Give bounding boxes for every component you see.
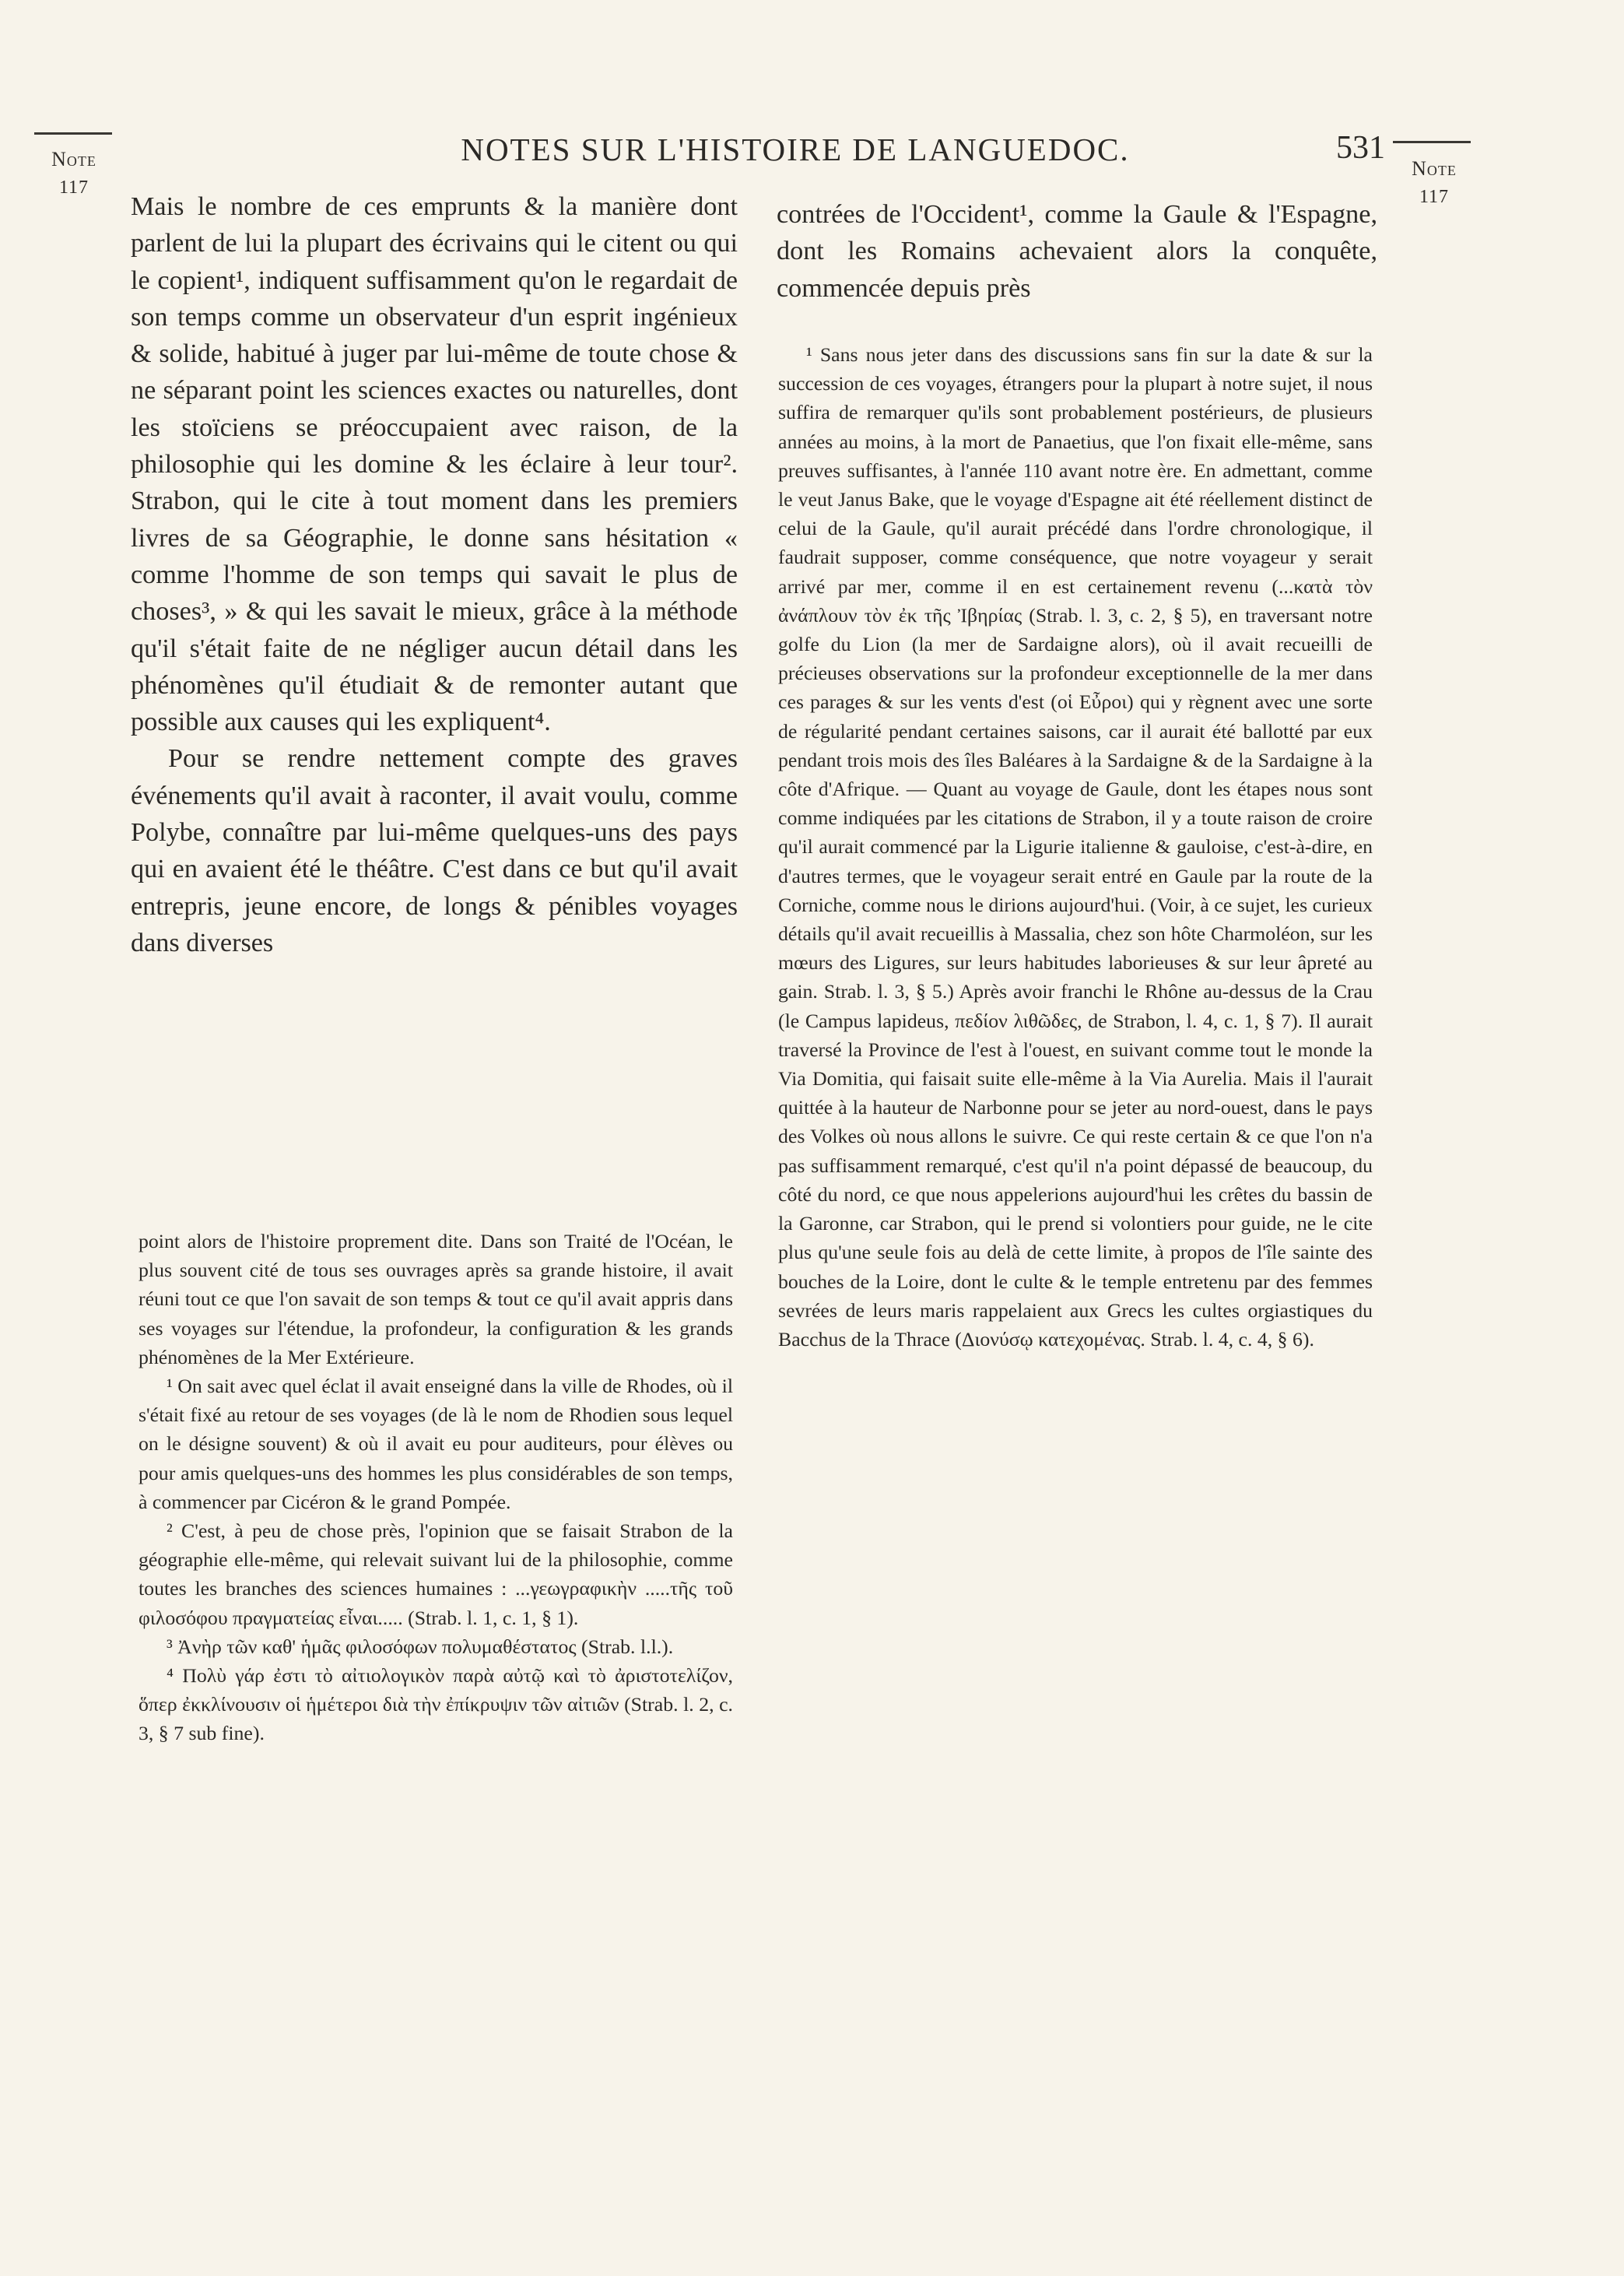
margin-note-number: 117 [1419,187,1450,207]
header-rule-right [1393,141,1471,143]
footnote: ⁴ Πολὺ γάρ ἐστι τὸ αἰτιολογικὸν παρὰ αὐτῷ καὶ τὸ ἀριστοτελίζον, ὅπερ ἐκκλίνουσιν οἱ ἡμέτεροι διὰ τὴν ἐπίκρυψιν τῶν αἰτιῶν (Strab. l. 2, c. 3, § 7 sub fine). [139,1664,733,1745]
margin-note-right [1391,157,1477,208]
header-rule-left [34,132,112,135]
main-paragraph: Pour se rendre nettement compte des graves événements qu'il avait à raconter, il avait voulu, comme Polybe, connaître par lui-même quelques-uns des pays qui en avaient été le théâtre. C'est dans ce but qu'il avait entrepris, jeune encore, de longs & pénibles voyages dans diverses [131,744,738,957]
running-header-title: NOTES SUR L'HISTOIRE DE LANGUEDOC. [461,132,1130,167]
margin-note-left [31,148,117,198]
margin-note-label: Note [1412,157,1457,180]
margin-note-label: Note [51,148,96,170]
footnote: ³ Ἀνὴρ τῶν καθ' ἡμᾶς φιλοσόφων πολυμαθέστατος (Strab. l.l.). [167,1635,674,1658]
footnotes-right [778,340,1373,1354]
footnote-continuation: point alors de l'histoire proprement dite. Dans son Traité de l'Océan, le plus souvent cité de tous ses ouvrages après sa grande histoire, il avait réuni tout ce que l'on savait de son temps & tout ce qu'il avait appris dans ses voyages sur l'étendue, la profondeur, la configuration & les grands phénomènes de la Mer Extérieure. [139,1230,733,1368]
main-paragraph: contrées de l'Occident¹, comme la Gaule & l'Espagne, dont les Romains achevaient alors la conquête, commencée depuis près [777,200,1377,303]
page-number: 531 [1336,130,1385,166]
footnotes-left [139,1227,733,1748]
footnote: ¹ Sans nous jeter dans des discussions sans fin sur la date & sur la succession de ces voyages, étrangers pour la plupart à notre sujet, il nous suffira de remarquer qu'ils sont probablement postérieurs, de plusieurs années au moins, à la mort de Panaetius, que l'on fixait elle-même, sans preuves suffisantes, à l'année 110 avant notre ère. En admettant, comme le veut Janus Bake, que le voyage d'Espagne ait été réellement distinct de celui de la Gaule, qu'il aurait précédé dans l'ordre chronologique, il faudrait supposer, comme conséquence, que notre voyageur y serait arrivé par mer, comme il en est certainement revenu (...κατὰ τὸν ἀνάπλουν τὸν ἐκ τῆς Ἰβηρίας (Strab. l. 3, c. 2, § 5), en traversant notre golfe du Lion (la mer de Sardaigne alors), où il avait recueilli de précieuses observations sur la profondeur exceptionnelle de la mer dans ces parages & sur les vents d'est (οἱ Εὖροι) qui y règnent avec une sorte de régularité pendant certaines saisons, car il aurait été ballotté par eux pendant trois mois des îles Baléares à la Sardaigne & de la Sardaigne à la côte d'Afrique. — Quant au voyage de Gaule, dont les étapes nous sont comme indiquées par les citations de Strabon, il y a toute raison de croire qu'il aurait commencé par la Ligurie italienne & gauloise, c'est-à-dire, en d'autres termes, que le voyageur serait entré en Gaule par la route de la Corniche, comme nous le dirions aujourd'hui. (Voir, à ce sujet, les curieux détails qu'il avait recueillis à Massalia, chez son hôte Charmoléon, sur les mœurs des Ligures, sur leurs habitudes laborieuses & sur leur âpreté au gain. Strab. l. 3, § 5.) Après avoir franchi le Rhône au-dessus de la Crau (le Campus lapideus, πεδίον λιθῶδες, de Strabon, l. 4, c. 1, § 7). Il aurait traversé la Province de l'est à l'ouest, en suivant comme tout le monde la Via Domitia, qui faisait suite elle-même à la Via Aurelia. Mais il l'aurait quittée à la hauteur de Narbonne pour se jeter au nord-ouest, dans le pays des Volkes où nous allons le suivre. Ce qui reste certain & ce que l'on n'a pas suffisamment remarqué, c'est qu'il n'a point dépassé de beaucoup, du côté du nord, ce que nous appelerions aujourd'hui les crêtes du bassin de la Garonne, car Strabon, qui le prend si volontiers pour guide, ne le cite plus qu'une seule fois au delà de cette limite, à propos de l'île sainte des bouches de la Loire, dont le culte & le temple entretenu par des femmes sevrées de leurs maris rappelaient aux Grecs les cultes orgiastiques du Bacchus de la Thrace (Διονύσῳ κατεχομένας. Strab. l. 4, c. 4, § 6). [778,343,1373,1350]
footnote: ² C'est, à peu de chose près, l'opinion que se faisait Strabon de la géographie elle-même, qui relevait suivant lui de la philosophie, comme toutes les branches des sciences humaines : ...γεωγραφικὴν .....τῆς τοῦ φιλοσόφου πραγματείας εἶναι..... (Strab. l. 1, c. 1, § 1). [139,1519,733,1629]
footnote: ¹ On sait avec quel éclat il avait enseigné dans la ville de Rhodes, où il s'était fixé au retour de ses voyages (de là le nom de Rhodien sous lequel on le désigne souvent) & où il avait eu pour auditeurs, pour élèves ou pour amis quelques-uns des hommes les plus considérables de son temps, à commencer par Cicéron & le grand Pompée. [139,1375,733,1513]
margin-note-number: 117 [58,177,89,198]
main-text-right-column [777,196,1377,324]
main-text-left-column [131,188,738,961]
main-paragraph: Mais le nombre de ces emprunts & la manière dont parlent de lui la plupart des écrivains qui le citent ou qui le copient¹, indiquent suffisamment qu'on le regardait de son temps comme un observateur d'un esprit ingénieux & solide, habitué à juger par lui-même de toute chose & ne séparant point les sciences exactes ou naturelles, dont les stoïciens se préoccupaient avec raison, de la philosophie qui les domine & les éclaire à leur tour². Strabon, qui le cite à tout moment dans les premiers livres de sa Géographie, le donne sans hésitation « comme l'homme de son temps qui savait le plus de choses³, » & qui les savait le mieux, grâce à la méthode qu'il s'était faite de ne négliger aucun détail dans les phénomènes qu'il étudiait & de remonter autant que possible aux causes qui les expliquent⁴. [131,192,738,737]
